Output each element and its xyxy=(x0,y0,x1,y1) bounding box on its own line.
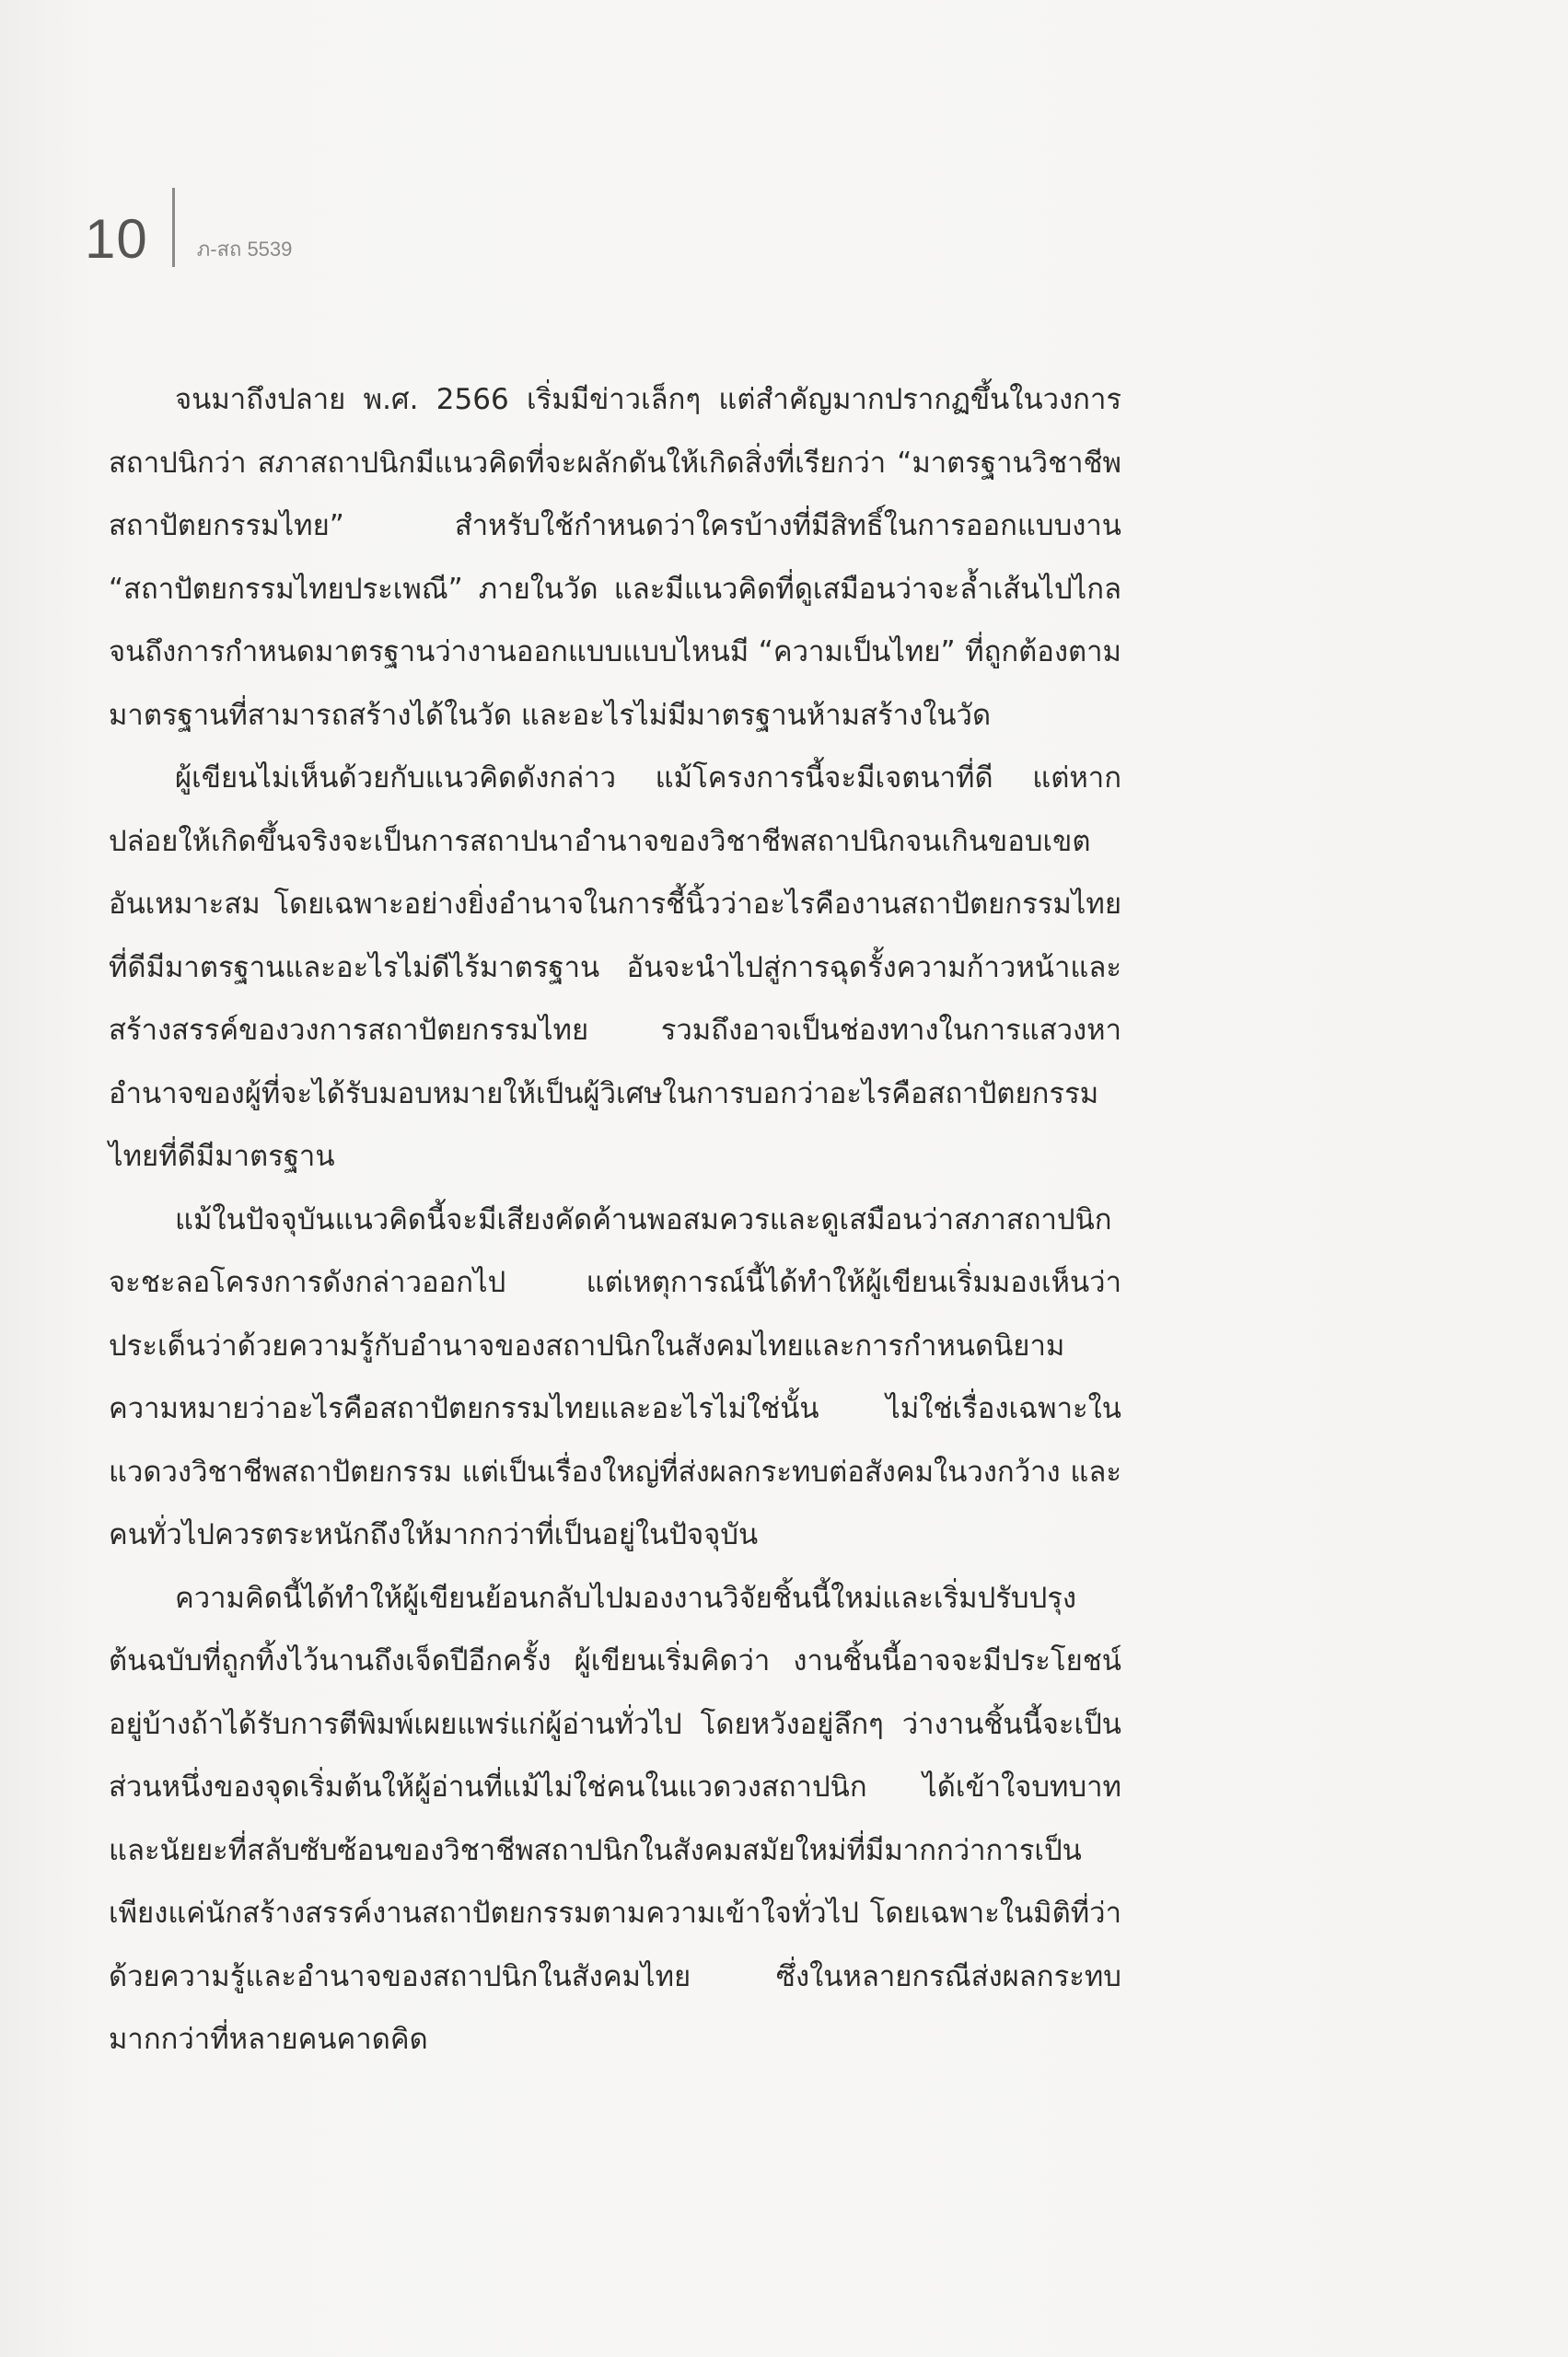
page-number: 10 xyxy=(85,208,148,270)
running-head: ภ-สถ 5539 xyxy=(196,238,293,261)
paragraph-3: แม้ในปัจจุบันแนวคิดนี้จะมีเสียงคัดค้านพอสมควรและดูเสมือนว่าสภาสถาปนิกจะชะลอโครงการดังกล่าวออกไป แต่เหตุการณ์นี้ได้ทำให้ผู้เขียนเริ่มมองเห็นว่า ประเด็นว่าด้วยความรู้กับอำนาจของสถาปนิกในสังคมไทยและการกำหนดนิยามความหมายว่าอะไรคือสถาปัตยกรรมไทยและอะไรไม่ใช่นั้น ไม่ใช่เรื่องเฉพาะในแวดวงวิชาชีพสถาปัตยกรรม แต่เป็นเรื่องใหญ่ที่ส่งผลกระทบต่อสังคมในวงกว้าง และคนทั่วไปควรตระหนักถึงให้มากกว่าที่เป็นอยู่ในปัจจุบัน xyxy=(109,1202,1121,1551)
page-header xyxy=(85,184,293,270)
body-text xyxy=(109,368,1121,2072)
paragraph-4: ความคิดนี้ได้ทำให้ผู้เขียนย้อนกลับไปมองงานวิจัยชิ้นนี้ใหม่และเริ่มปรับปรุงต้นฉบับที่ถูกทิ้งไว้นานถึงเจ็ดปีอีกครั้ง ผู้เขียนเริ่มคิดว่า งานชิ้นนี้อาจจะมีประโยชน์อยู่บ้างถ้าได้รับการตีพิมพ์เผยแพร่แก่ผู้อ่านทั่วไป โดยหวังอยู่ลึกๆ ว่างานชิ้นนี้จะเป็นส่วนหนึ่งของจุดเริ่มต้นให้ผู้อ่านที่แม้ไม่ใช่คนในแวดวงสถาปนิก ได้เข้าใจบทบาทและนัยยะที่สลับซับซ้อนของวิชาชีพสถาปนิกในสังคมสมัยใหม่ที่มีมากกว่าการเป็นเพียงแค่นักสร้างสรรค์งานสถาปัตยกรรมตามความเข้าใจทั่วไป โดยเฉพาะในมิติที่ว่าด้วยความรู้และอำนาจของสถาปนิกในสังคมไทย ซึ่งในหลายกรณีส่งผลกระทบมากกว่าที่หลายคนคาดคิด xyxy=(109,1581,1121,2056)
paragraph-2: ผู้เขียนไม่เห็นด้วยกับแนวคิดดังกล่าว แม้โครงการนี้จะมีเจตนาที่ดี แต่หากปล่อยให้เกิดขึ้นจริงจะเป็นการสถาปนาอำนาจของวิชาชีพสถาปนิกจนเกินขอบเขตอันเหมาะสม โดยเฉพาะอย่างยิ่งอำนาจในการชี้นิ้วว่าอะไรคืองานสถาปัตยกรรมไทยที่ดีมีมาตรฐานและอะไรไม่ดีไร้มาตรฐาน อันจะนำไปสู่การฉุดรั้งความก้าวหน้าและสร้างสรรค์ของวงการสถาปัตยกรรมไทย รวมถึงอาจเป็นช่องทางในการแสวงหาอำนาจของผู้ที่จะได้รับมอบหมายให้เป็นผู้วิเศษในการบอกว่าอะไรคือสถาปัตยกรรมไทยที่ดีมีมาตรฐาน xyxy=(109,761,1121,1173)
header-divider xyxy=(172,188,175,267)
paragraph-1: จนมาถึงปลาย พ.ศ. 2566 เริ่มมีข่าวเล็กๆ แต่สำคัญมากปรากฏขึ้นในวงการสถาปนิกว่า สภาสถาปนิกมีแนวคิดที่จะผลักดันให้เกิดสิ่งที่เรียกว่า “มาตรฐานวิชาชีพสถาปัตยกรรมไทย” สำหรับใช้กำหนดว่าใครบ้างที่มีสิทธิ์ในการออกแบบงาน “สถาปัตยกรรมไทยประเพณี” ภายในวัด และมีแนวคิดที่ดูเสมือนว่าจะล้ำเส้นไปไกลจนถึงการกำหนดมาตรฐานว่างานออกแบบแบบไหนมี “ความเป็นไทย” ที่ถูกต้องตามมาตรฐานที่สามารถสร้างได้ในวัด และอะไรไม่มีมาตรฐานห้ามสร้างในวัด xyxy=(109,383,1121,732)
